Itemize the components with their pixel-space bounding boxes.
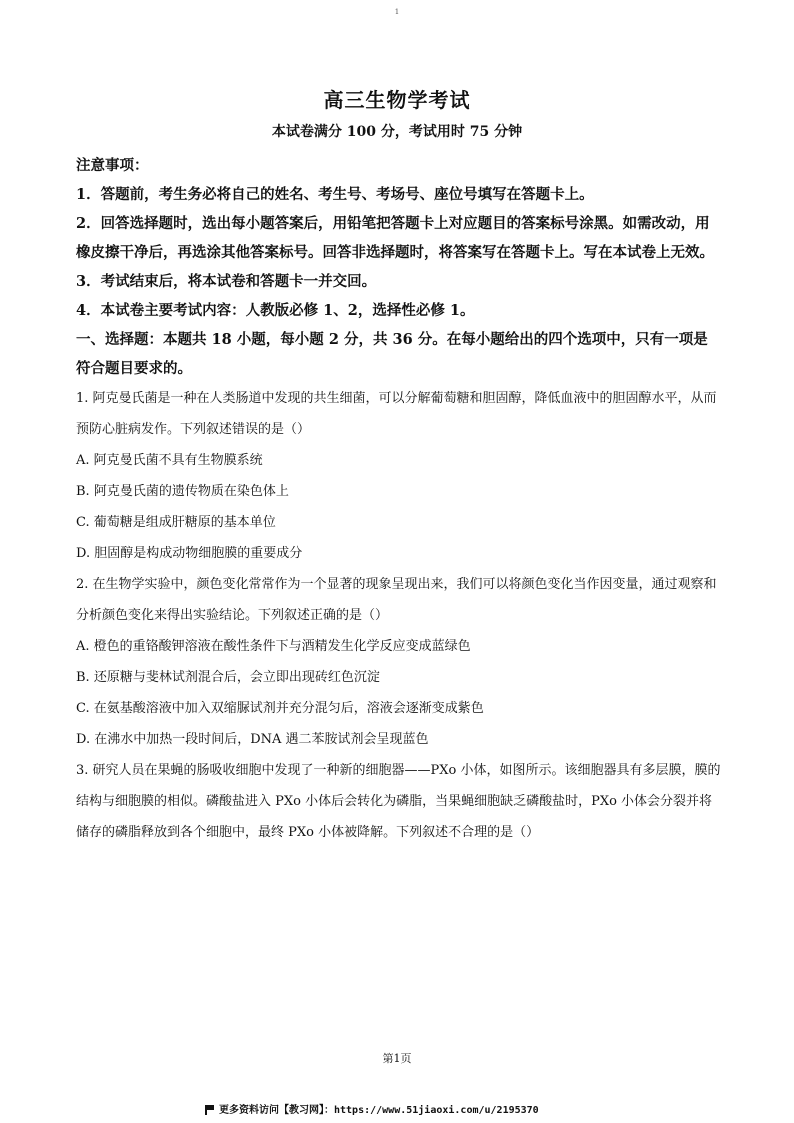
flag-icon — [205, 1105, 215, 1114]
exam-subtitle: 本试卷满分 100 分，考试用时 75 分钟 — [271, 124, 523, 140]
notice-item-2: 2．回答选择题时，选出每小题答案后，用铅笔把答题卡上对应题目的答案标号涂黑。如需改动，用橡皮擦干净后，再选涂其他答案标号。回答非选择题时，将答案写在答题卡上。写在本试卷上无效。 — [76, 215, 714, 261]
question-2-option-d: D. 在沸水中加热一段时间后，DNA 遇二苯胺试剂会呈现蓝色 — [76, 732, 429, 747]
question-2-option-a: A. 橙色的重铬酸钾溶液在酸性条件下与酒精发生化学反应变成蓝绿色 — [76, 639, 471, 654]
question-1-option-b: B. 阿克曼氏菌的遗传物质在染色体上 — [76, 484, 289, 499]
question-2-option-c: C. 在氨基酸溶液中加入双缩脲试剂并充分混匀后，溶液会逐渐变成紫色 — [76, 701, 484, 716]
notice-heading: 注意事项： — [76, 157, 149, 174]
header-mark: 1 — [394, 8, 400, 16]
notice-item-1: 1．答题前，考生务必将自己的姓名、考生号、考场号、座位号填写在答题卡上。 — [76, 186, 594, 203]
promo-link-text[interactable]: 更多资料访问【教习网】：https://www.51jiaoxi.com/u/2195370 — [219, 1105, 539, 1116]
question-1-option-a: A. 阿克曼氏菌不具有生物膜系统 — [76, 453, 263, 468]
question-1-option-c: C. 葡萄糖是组成肝糖原的基本单位 — [76, 515, 276, 530]
page-number: 第1页 — [382, 1052, 412, 1065]
promo-line[interactable] — [205, 1101, 625, 1116]
question-1-option-d: D. 胆固醇是构成动物细胞膜的重要成分 — [76, 546, 303, 561]
question-1-stem: 1. 阿克曼氏菌是一种在人类肠道中发现的共生细菌，可以分解葡萄糖和胆固醇，降低血液中的胆固醇水平，从而预防心脏病发作。下列叙述错误的是（） — [76, 391, 717, 437]
notice-item-4: 4．本试卷主要考试内容：人教版必修 1、2，选择性必修 1。 — [76, 302, 475, 319]
exam-body — [76, 151, 722, 848]
exam-title: 高三生物学考试 — [323, 88, 471, 112]
question-2-stem: 2. 在生物学实验中，颜色变化常常作为一个显著的现象呈现出来，我们可以将颜色变化当作因变量，通过观察和分析颜色变化来得出实验结论。下列叙述正确的是（） — [76, 577, 717, 623]
notice-item-3: 3．考试结束后，将本试卷和答题卡一并交回。 — [76, 273, 377, 290]
section-heading: 一、选择题：本题共 18 小题，每小题 2 分，共 36 分。在每小题给出的四个选项中，只有一项是符合题目要求的。 — [76, 331, 708, 377]
question-2-option-b: B. 还原糖与斐林试剂混合后，会立即出现砖红色沉淀 — [76, 670, 380, 685]
question-3-stem: 3. 研究人员在果蝇的肠吸收细胞中发现了一种新的细胞器——PXo 小体，如图所示。该细胞器具有多层膜，膜的结构与细胞膜的相似。磷酸盐进入 PXo 小体后会转化为磷脂，当果蝇细胞缺乏磷酸盐时，PXo 小体会分裂并将储存的磷脂释放到各个细胞中，最终 PXo 小体被降解。下列叙述不合理的是（） — [76, 763, 721, 840]
